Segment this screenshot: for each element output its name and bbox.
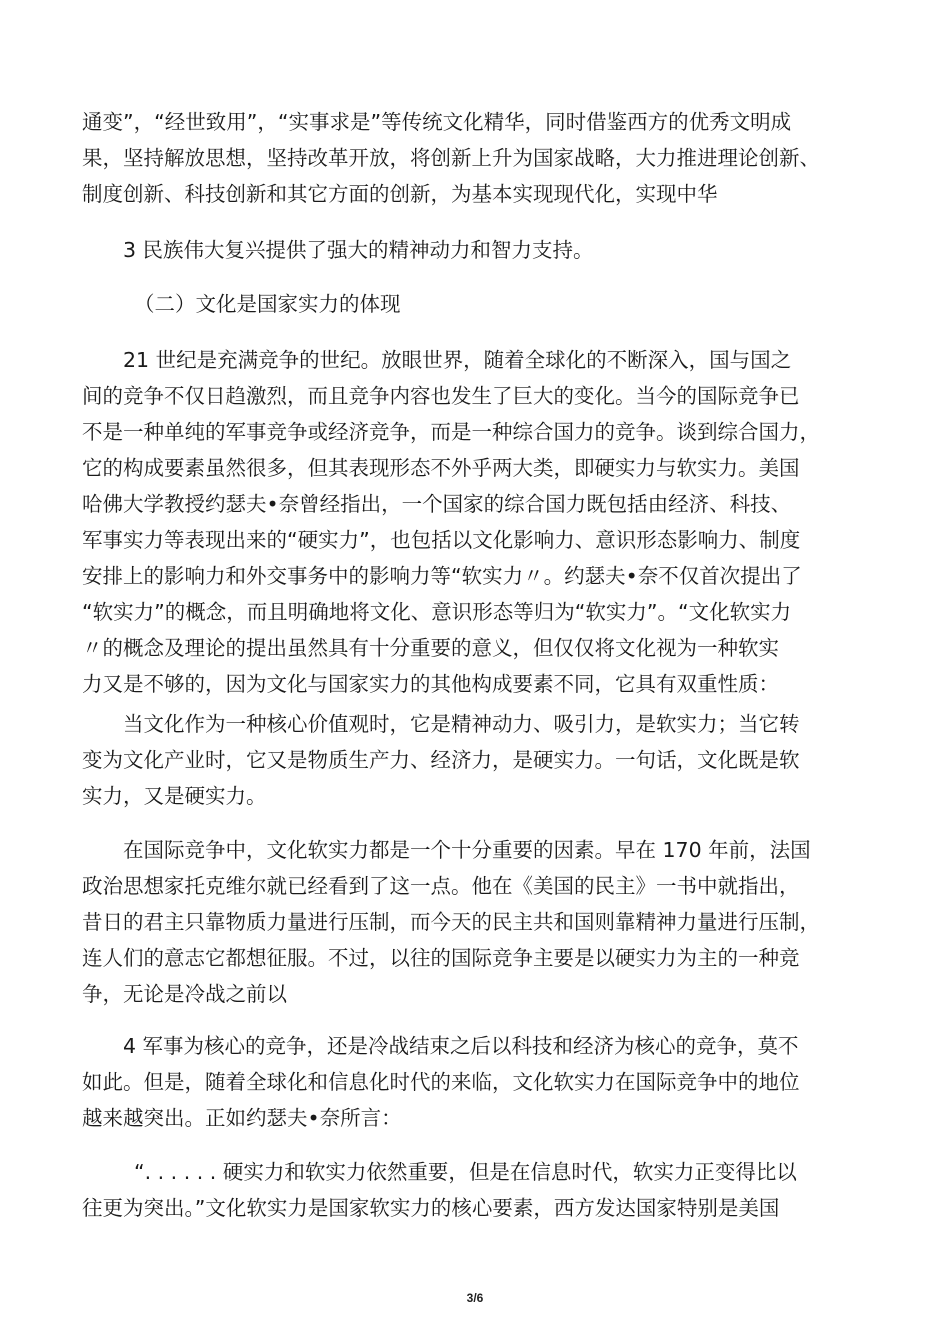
text-line: “软实力”的概念，而且明确地将文化、意识形态等归为“软实力”。“文化软实力 [82, 600, 792, 624]
text-line: 当文化作为一种核心价值观时，它是精神动力、吸引力，是软实力；当它转 [123, 712, 800, 736]
text-line: 如此。但是，随着全球化和信息化时代的来临，文化软实力在国际竞争中的地位 [82, 1070, 800, 1094]
section-heading [82, 286, 930, 322]
text-line: 往更为突出。”文化软实力是国家软实力的核心要素，西方发达国家特别是美国 [82, 1196, 780, 1220]
text-line: “. . . . . . 硬实力和软实力依然重要，但是在信息时代，软实力正变得比以 [134, 1160, 797, 1184]
text-line: 制度创新、科技创新和其它方面的创新，为基本实现现代化，实现中华 [82, 182, 718, 206]
text-line: 政治思想家托克维尔就已经看到了这一点。他在《美国的民主》一书中就指出， [82, 874, 800, 898]
text-line: 力又是不够的，因为文化与国家实力的其他构成要素不同，它具有双重性质： [82, 672, 779, 696]
text-line: 军事实力等表现出来的“硬实力”，也包括以文化影响力、意识形态影响力、制度 [82, 528, 801, 552]
page-number: 3/6 [466, 1291, 484, 1305]
text-line: 它的构成要素虽然很多，但其表现形态不外乎两大类，即硬实力与软实力。美国 [82, 456, 800, 480]
text-line: 争，无论是冷战之前以 [82, 982, 287, 1006]
text-line: 4 军事为核心的竞争，还是冷战结束之后以科技和经济为核心的竞争，莫不 [123, 1034, 799, 1058]
text-line: 连人们的意志它都想征服。不过，以往的国际竞争主要是以硬实力为主的一种竞 [82, 946, 800, 970]
heading-text: （二）文化是国家实力的体现 [134, 292, 401, 316]
text-line: 〃的概念及理论的提出虽然具有十分重要的意义，但仅仅将文化视为一种软实 [82, 636, 779, 660]
text-line: 昔日的君主只靠物质力量进行压制，而今天的民主共和国则靠精神力量进行压制， [82, 910, 820, 934]
text-line: 3 民族伟大复兴提供了强大的精神动力和智力支持。 [123, 238, 594, 262]
paragraph-tocqueville [82, 832, 878, 1012]
text-line: 不是一种单纯的军事竞争或经济竞争，而是一种综合国力的竞争。谈到综合国力， [82, 420, 820, 444]
paragraph-soft-power [82, 342, 878, 702]
text-line: 实力，又是硬实力。 [82, 784, 267, 808]
text-line: 越来越突出。正如约瑟夫•奈所言： [82, 1106, 402, 1130]
paragraph-dual-nature [82, 706, 878, 814]
paragraph-quote [82, 1154, 878, 1226]
text-line: 在国际竞争中，文化软实力都是一个十分重要的因素。早在 170 年前，法国 [123, 838, 811, 862]
text-line: 间的竞争不仅日趋激烈，而且竞争内容也发生了巨大的变化。当今的国际竞争已 [82, 384, 800, 408]
paragraph-continuation [82, 104, 878, 212]
text-line: 安排上的影响力和外交事务中的影响力等“软实力〃。约瑟夫•奈不仅首次提出了 [82, 564, 802, 588]
paragraph-military-competition [82, 1028, 878, 1136]
text-line: 哈佛大学教授约瑟夫•奈曾经指出，一个国家的综合国力既包括由经济、科技、 [82, 492, 792, 516]
text-line: 变为文化产业时，它又是物质生产力、经济力，是硬实力。一句话，文化既是软 [82, 748, 800, 772]
text-line: 21 世纪是充满竞争的世纪。放眼世界，随着全球化的不断深入，国与国之 [123, 348, 792, 372]
paragraph-revival [82, 232, 919, 268]
text-line: 通变”，“经世致用”，“实事求是”等传统文化精华，同时借鉴西方的优秀文明成 [82, 110, 792, 134]
text-line: 果，坚持解放思想，坚持改革开放，将创新上升为国家战略，大力推进理论创新、 [82, 146, 820, 170]
